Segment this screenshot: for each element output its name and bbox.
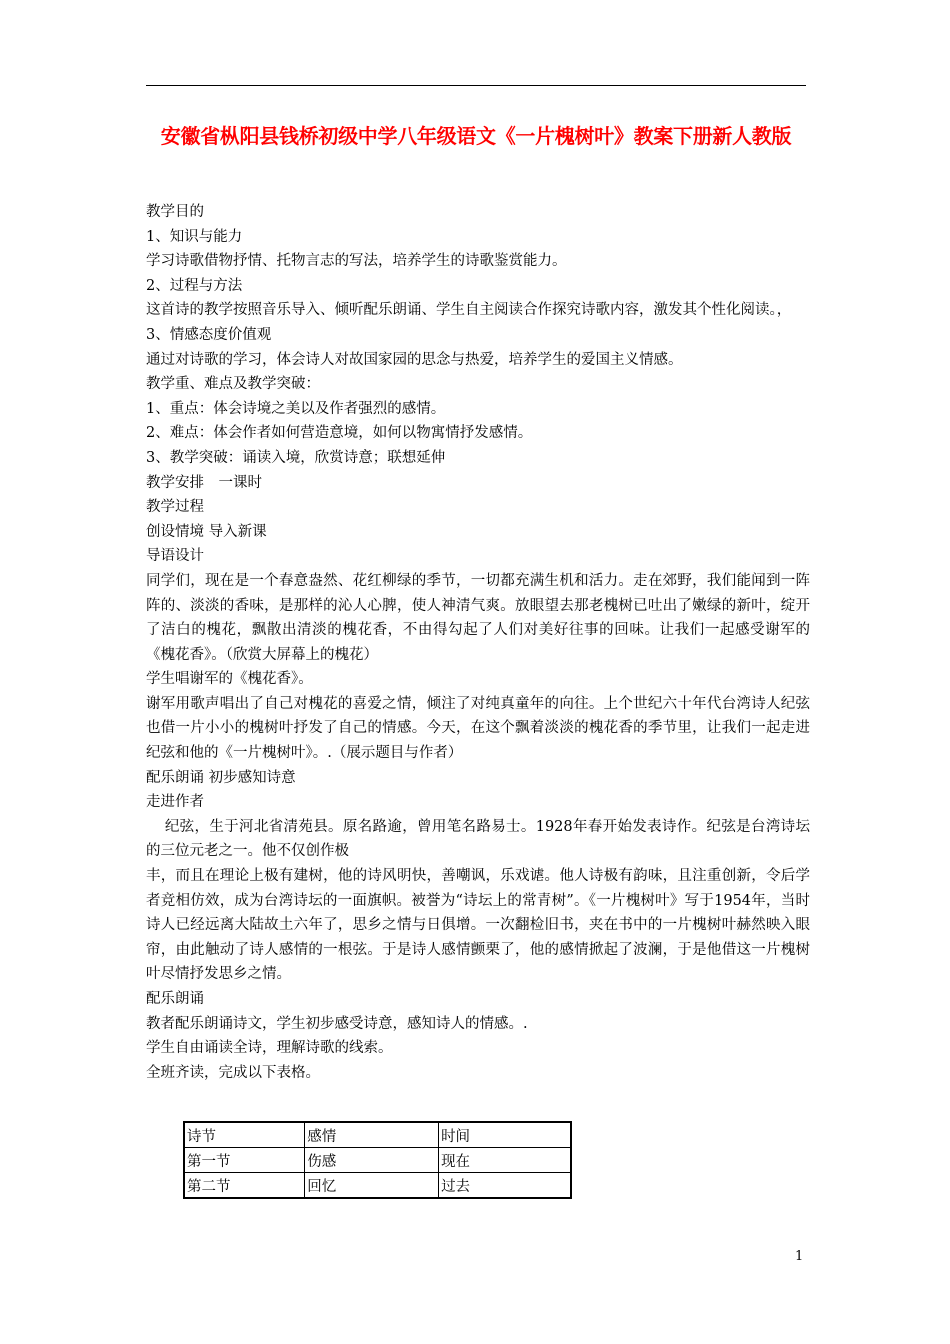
paragraph-guide: 同学们，现在是一个春意盎然、花红柳绿的季节，一切都充满生机和活力。走在郊野，我们能闻到一阵阵的、淡淡的香味，是那样的沁人心脾，使人神清气爽。放眼望去那老槐树已吐出了嫩绿的新叶，绽开了洁白的槐花，飘散出清淡的槐花香，不由得勾起了人们对美好往事的回味。让我们一起感受谢军的《槐花香》。（欣赏大屏幕上的槐花） [146, 572, 810, 663]
header-rule [146, 85, 806, 86]
table-cell: 伤感 [305, 1148, 439, 1173]
subheading-intro: 创设情境 导入新课 [146, 523, 267, 540]
text-line: 1、重点：体会诗境之美以及作者强烈的感情。 [146, 400, 446, 417]
table-cell: 现在 [439, 1148, 571, 1173]
heading-teaching-goals: 教学目的 [146, 204, 204, 220]
text-line: 学生自由诵读全诗，理解诗歌的线索。 [146, 1040, 393, 1057]
poem-analysis-table [183, 1121, 572, 1199]
text-line: 学生唱谢军的《槐花香》。 [146, 671, 313, 688]
table-cell: 第二节 [184, 1173, 305, 1199]
table-cell: 诗节 [184, 1122, 305, 1148]
heading-key-points: 教学重、难点及教学突破： [146, 376, 320, 393]
table-cell: 时间 [439, 1122, 571, 1148]
table-row [184, 1122, 571, 1148]
table-cell: 回忆 [305, 1173, 439, 1199]
table-row [184, 1148, 571, 1173]
text-line: 3、教学突破：诵读入境，欣赏诗意；联想延伸 [146, 449, 446, 466]
subheading-knowledge: 1、知识与能力 [146, 228, 243, 245]
paragraph-process: 这首诗的教学按照音乐导入、倾听配乐朗诵、学生自主阅读合作探究诗歌内容，激发其个性化阅读。， [146, 302, 792, 319]
paragraph-transition: 谢军用歌声唱出了自己对槐花的喜爱之情，倾注了对纯真童年的向往。上个世纪六十年代台湾诗人纪弦也借一片小小的槐树叶抒发了自己的情感。今天，在这个飘着淡淡的槐花香的季节里，让我们一起走进纪弦和他的《一片槐树叶》。.（展示题目与作者） [146, 695, 810, 762]
table-cell: 第一节 [184, 1148, 305, 1173]
paragraph-author-1: 纪弦，生于河北省清苑县。原名路逾，曾用笔名路易士。1928年春开始发表诗作。纪弦是台湾诗坛的三位元老之一。他不仅创作极 [146, 818, 810, 860]
subheading-reading: 配乐朗诵 初步感知诗意 [146, 769, 296, 786]
document-body [146, 200, 810, 1085]
subheading-process: 2、过程与方法 [146, 277, 243, 294]
heading-teaching-process: 教学过程 [146, 499, 204, 516]
paragraph-author-2: 丰，而且在理论上极有建树，他的诗风明快，善嘲讽，乐戏谑。他人诗极有韵味，且注重创新，令后学者竞相仿效，成为台湾诗坛的一面旗帜。被誉为“诗坛上的常青树”。《一片槐树叶》写于1954年，当时诗人已经远离大陆故土六年了，思乡之情与日俱增。一次翻检旧书，夹在书中的一片槐树叶赫然映入眼帘，由此触动了诗人感情的一根弦。于是诗人感情颤栗了，他的感情掀起了波澜，于是他借这一片槐树叶尽情抒发思乡之情。 [146, 868, 810, 983]
text-line: 学习诗歌借物抒情、托物言志的写法，培养学生的诗歌鉴赏能力。 [146, 253, 567, 270]
table-cell: 感情 [305, 1122, 439, 1148]
table-cell: 过去 [439, 1173, 571, 1199]
document-title: 安徽省枞阳县钱桥初级中学八年级语文《一片槐树叶》教案下册新人教版 [160, 124, 792, 148]
text-line: 2、难点：体会作者如何营造意境，如何以物寓情抒发感情。 [146, 425, 533, 442]
text-line: 全班齐读，完成以下表格。 [146, 1064, 320, 1081]
subheading-attitude: 3、情感态度价值观 [146, 326, 272, 343]
table-row [184, 1173, 571, 1199]
page-number: 1 [795, 1249, 804, 1264]
subheading-author: 走进作者 [146, 794, 204, 811]
subheading-music-reading: 配乐朗诵 [146, 991, 204, 1007]
text-line: 教者配乐朗诵诗文，学生初步感受诗意，感知诗人的情感。. [146, 1015, 528, 1032]
subheading-guide: 导语设计 [146, 548, 204, 565]
text-line: 教学安排 一课时 [146, 474, 262, 491]
text-line: 通过对诗歌的学习，体会诗人对故国家园的思念与热爱，培养学生的爱国主义情感。 [146, 351, 683, 368]
